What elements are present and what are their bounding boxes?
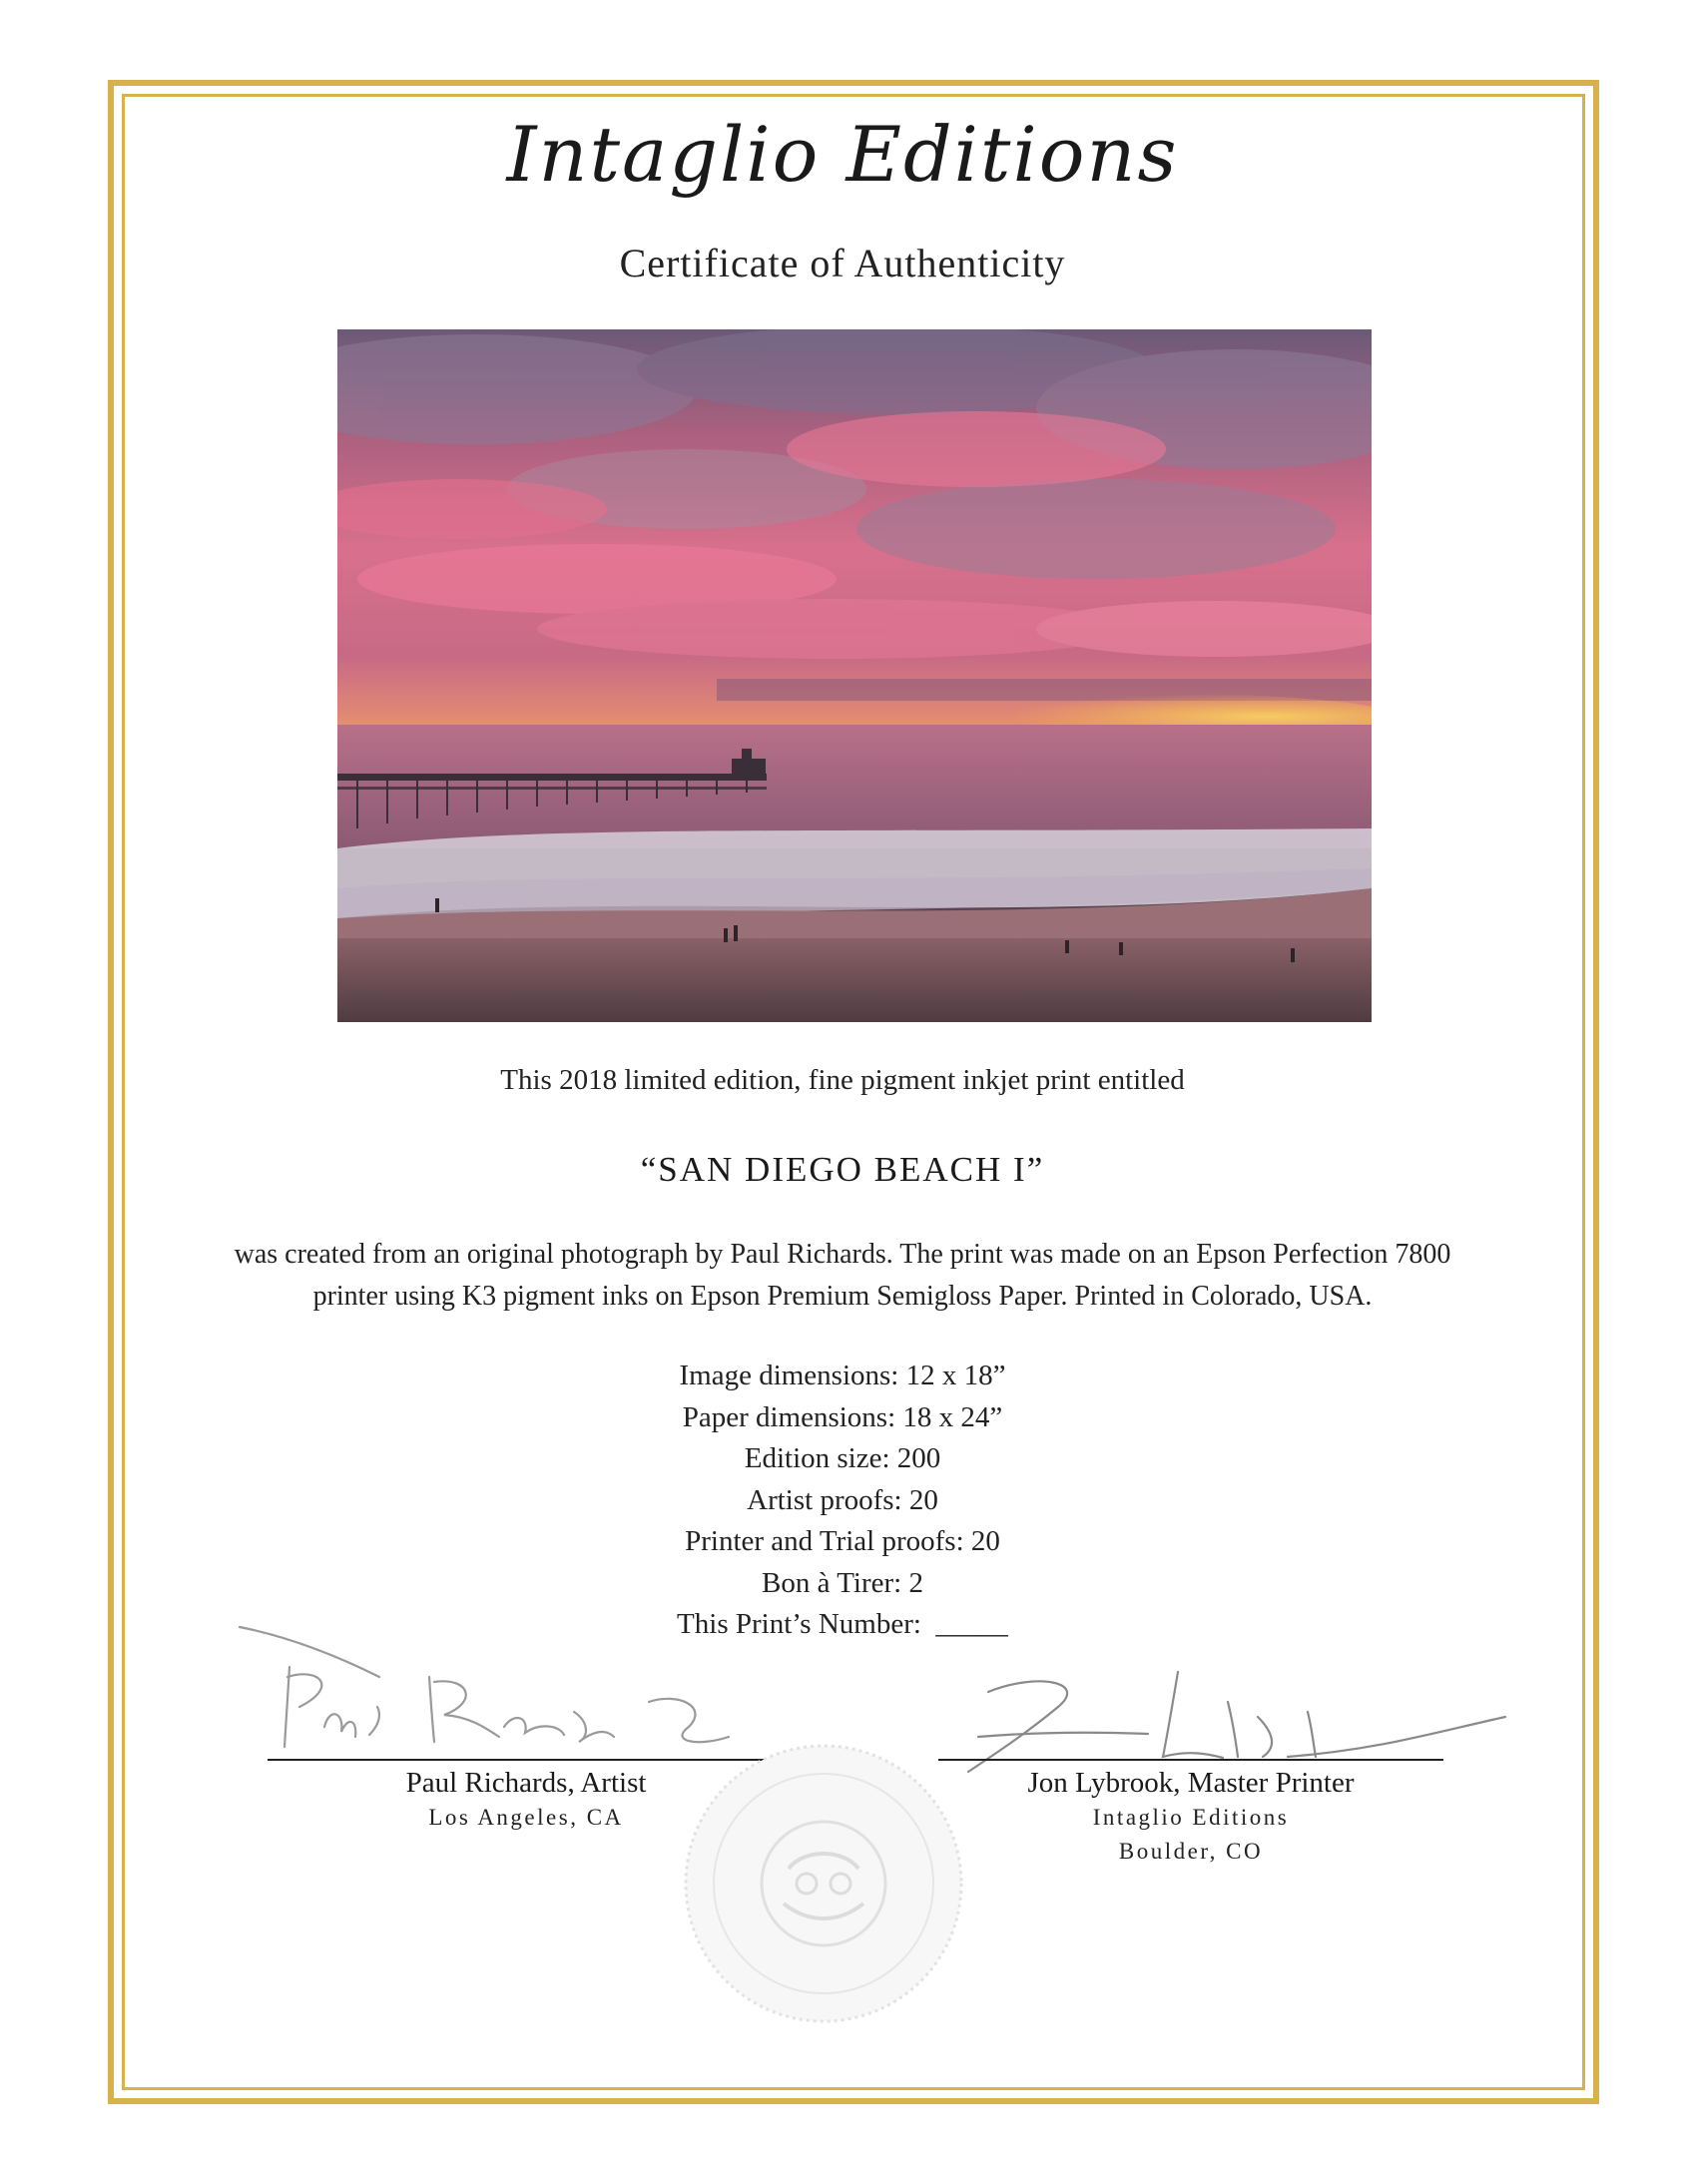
brand-title: Intaglio Editions (506, 110, 1179, 199)
artist-name: Paul Richards, Artist (405, 1767, 647, 1799)
spec-print-number: This Print’s Number: _____ (677, 1608, 1008, 1640)
spec-artist-proofs: Artist proofs: 20 (747, 1483, 938, 1516)
print-specs (0, 1356, 1685, 1646)
spec-paper-dimensions: Paper dimensions: 18 x 24” (682, 1400, 1003, 1433)
print-title: “SAN DIEGO BEACH I” (640, 1150, 1045, 1189)
printer-signature (958, 1662, 1517, 1782)
spec-image-dimensions: Image dimensions: 12 x 18” (679, 1360, 1006, 1391)
description-line: printer using K3 pigment inks on Epson Premium Semigloss Paper. Printed in Colorado, USA. (312, 1281, 1373, 1312)
spec-edition-size: Edition size: 200 (744, 1442, 941, 1474)
printer-signature-line (938, 1759, 1443, 1761)
artist-location: Los Angeles, CA (428, 1805, 624, 1830)
print-description (0, 1234, 1685, 1318)
spec-printer-trial-proofs: Printer and Trial proofs: 20 (685, 1525, 1000, 1557)
printer-name: Jon Lybrook, Master Printer (1027, 1767, 1355, 1799)
printer-credit (938, 1765, 1443, 1869)
intro-text: This 2018 limited edition, fine pigment inkjet print entitled (500, 1064, 1185, 1096)
artist-signature (230, 1607, 789, 1757)
spec-bon-a-tirer: Bon à Tirer: 2 (762, 1566, 923, 1599)
sunset-pier-photo (337, 329, 1372, 1022)
printer-location: Boulder, CO (1118, 1839, 1264, 1864)
printer-company: Intaglio Editions (1092, 1805, 1290, 1830)
certificate-subtitle: Certificate of Authenticity (619, 241, 1066, 285)
embossed-seal-icon (679, 1739, 968, 2028)
description-line: was created from an original photograph by Paul Richards. The print was made on an Epson Perfection 7800 (234, 1239, 1451, 1270)
